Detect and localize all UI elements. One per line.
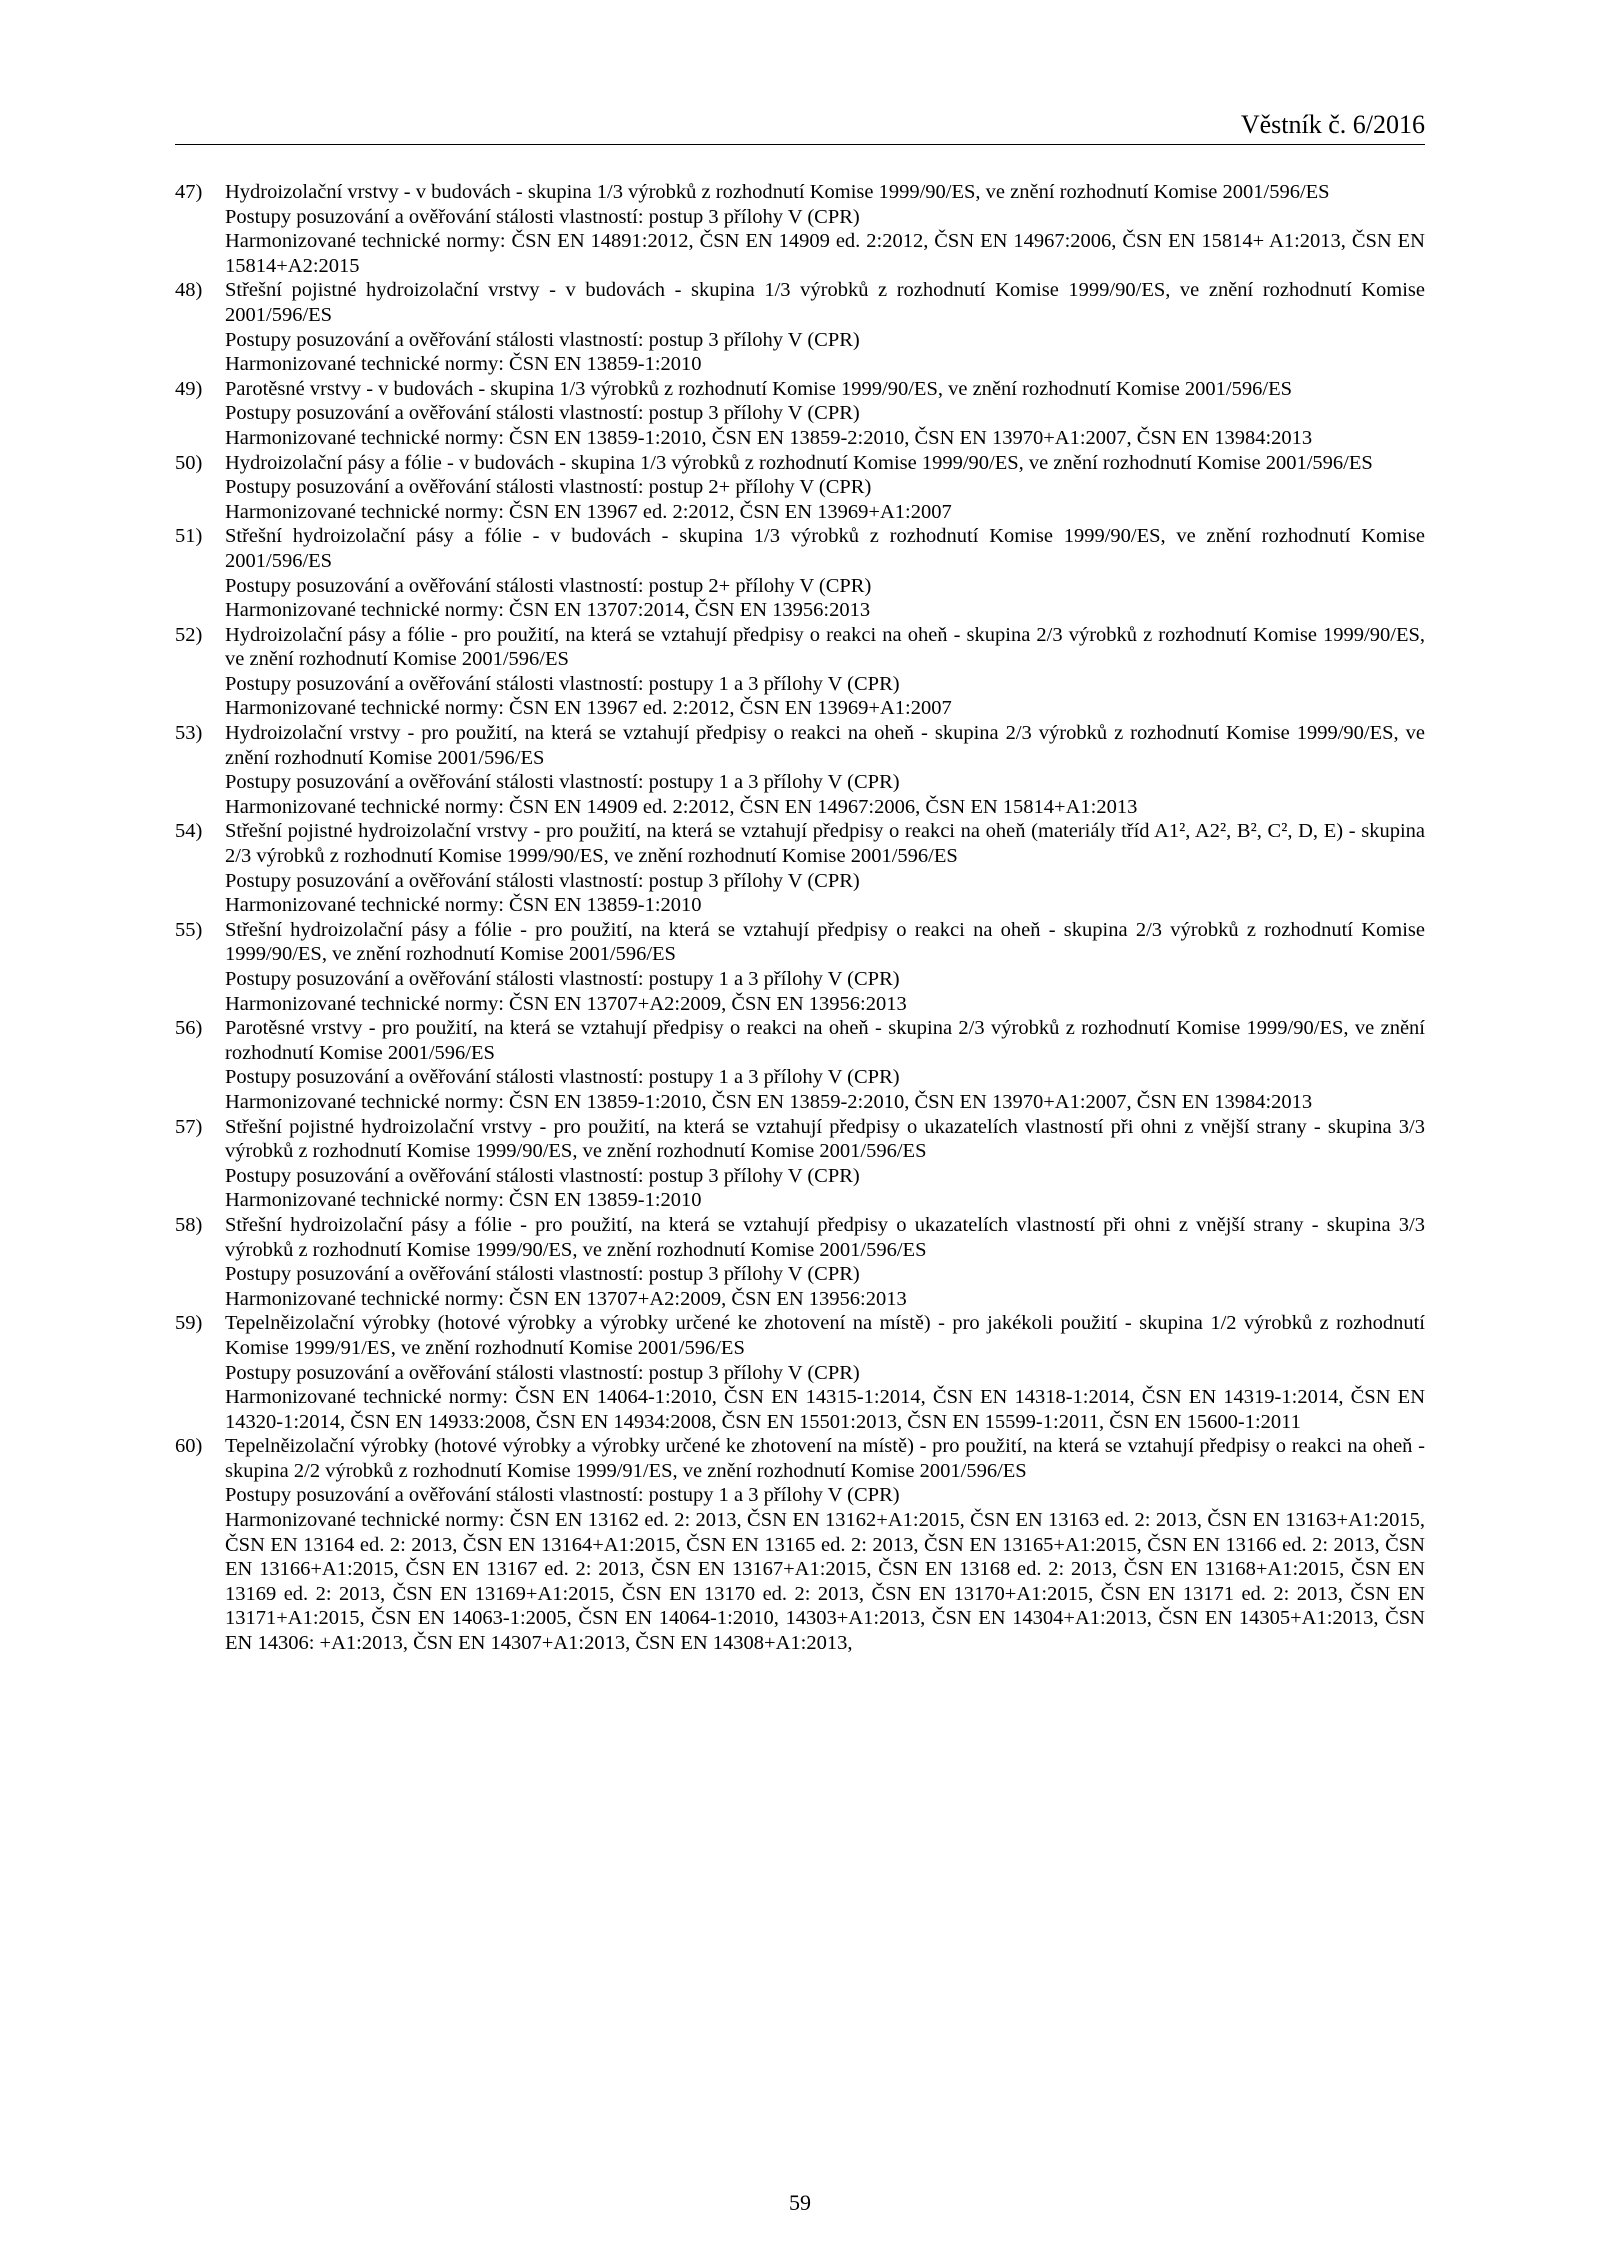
harmonized-standards: Harmonizované technické normy: ČSN EN 13859-1:2010, ČSN EN 13859-2:2010, ČSN EN 13970+A1:2007, ČSN EN 13984:2013 — [225, 426, 1313, 449]
assessment-procedure: Postupy posuzování a ověřování stálosti vlastností: postup 3 přílohy V (CPR) — [225, 1263, 860, 1286]
assessment-procedure: Postupy posuzování a ověřování stálosti vlastností: postup 3 přílohy V (CPR) — [225, 1164, 860, 1187]
list-item — [175, 451, 1425, 525]
assessment-procedure: Postupy posuzování a ověřování stálosti vlastností: postupy 1 a 3 přílohy V (CPR) — [225, 1066, 900, 1089]
item-title: Parotěsné vrstvy - pro použití, na která se vztahují předpisy o reakci na oheň - skupina 2/3 výrobků z rozhodnutí Komise 1999/90/ES, ve znění rozhodnutí Komise 2001/596/ES — [225, 1017, 1425, 1064]
list-item — [175, 1311, 1425, 1434]
assessment-procedure: Postupy posuzování a ověřování stálosti vlastností: postup 3 přílohy V (CPR) — [225, 328, 860, 351]
item-title: Hydroizolační vrstvy - v budovách - skupina 1/3 výrobků z rozhodnutí Komise 1999/90/ES, ve znění rozhodnutí Komise 2001/596/ES — [225, 181, 1330, 203]
item-title: Parotěsné vrstvy - v budovách - skupina 1/3 výrobků z rozhodnutí Komise 1999/90/ES, ve znění rozhodnutí Komise 2001/596/ES — [225, 377, 1292, 400]
assessment-procedure: Postupy posuzování a ověřování stálosti vlastností: postup 2+ přílohy V (CPR) — [225, 574, 872, 597]
item-number: 55) — [175, 918, 203, 941]
list-item — [175, 524, 1425, 622]
assessment-procedure: Postupy posuzování a ověřování stálosti vlastností: postup 2+ přílohy V (CPR) — [225, 476, 872, 499]
item-title: Hydroizolační pásy a fólie - pro použití, na která se vztahují předpisy o reakci na oheň - skupina 2/3 výrobků z rozhodnutí Komise 1999/90/ES, ve znění rozhodnutí Komise 2001/596/ES — [225, 623, 1425, 671]
harmonized-standards: Harmonizované technické normy: ČSN EN 13707+A2:2009, ČSN EN 13956:2013 — [225, 992, 907, 1015]
assessment-procedure: Postupy posuzování a ověřování stálosti vlastností: postup 3 přílohy V (CPR) — [225, 1361, 860, 1384]
harmonized-standards: Harmonizované technické normy: ČSN EN 13707+A2:2009, ČSN EN 13956:2013 — [225, 1287, 907, 1310]
assessment-procedure: Postupy posuzování a ověřování stálosti vlastností: postupy 1 a 3 přílohy V (CPR) — [225, 672, 900, 695]
item-number: 54) — [175, 820, 203, 843]
list-item — [175, 180, 1425, 278]
journal-title: Věstník č. 6/2016 — [1240, 110, 1425, 139]
list-item — [175, 1016, 1425, 1114]
list-item — [175, 1434, 1425, 1655]
item-title: Střešní hydroizolační pásy a fólie - v budovách - skupina 1/3 výrobků z rozhodnutí Komise 1999/90/ES, ve znění rozhodnutí Komise 2001/596/ES — [225, 525, 1425, 572]
page-header — [175, 108, 1425, 145]
item-title: Střešní hydroizolační pásy a fólie - pro použití, na která se vztahují předpisy o reakci na oheň - skupina 2/3 výrobků z rozhodnutí Komise 1999/90/ES, ve znění rozhodnutí Komise 2001/596/ES — [225, 918, 1425, 966]
harmonized-standards: Harmonizované technické normy: ČSN EN 13707:2014, ČSN EN 13956:2013 — [225, 599, 871, 622]
list-item — [175, 1213, 1425, 1311]
harmonized-standards: Harmonizované technické normy: ČSN EN 14891:2012, ČSN EN 14909 ed. 2:2012, ČSN EN 14967:2006, ČSN EN 15814+ A1:2013, ČSN EN 15814+A2:2015 — [225, 230, 1425, 277]
item-title: Tepelněizolační výrobky (hotové výrobky a výrobky určené ke zhotovení na místě) - pro použití, na která se vztahují předpisy o reakci na oheň - skupina 2/2 výrobků z rozhodnutí Komise 1999/91/ES, ve znění rozhodnutí Komise 2001/596/ES — [225, 1435, 1425, 1482]
item-number: 56) — [175, 1017, 203, 1040]
item-number: 60) — [175, 1435, 203, 1458]
list-item — [175, 918, 1425, 1016]
item-number: 51) — [175, 525, 203, 548]
list-item — [175, 1115, 1425, 1213]
item-number: 48) — [175, 279, 203, 302]
harmonized-standards: Harmonizované technické normy: ČSN EN 13859-1:2010, ČSN EN 13859-2:2010, ČSN EN 13970+A1:2007, ČSN EN 13984:2013 — [225, 1090, 1313, 1113]
harmonized-standards: Harmonizované technické normy: ČSN EN 14909 ed. 2:2012, ČSN EN 14967:2006, ČSN EN 15814+A1:2013 — [225, 795, 1138, 818]
harmonized-standards: Harmonizované technické normy: ČSN EN 13859-1:2010 — [225, 1189, 702, 1212]
item-number: 57) — [175, 1115, 203, 1138]
harmonized-standards: Harmonizované technické normy: ČSN EN 13967 ed. 2:2012, ČSN EN 13969+A1:2007 — [225, 500, 952, 523]
harmonized-standards: Harmonizované technické normy: ČSN EN 13162 ed. 2: 2013, ČSN EN 13162+A1:2015, ČSN EN 13163 ed. 2: 2013, ČSN EN 13163+A1:2015, ČSN EN 13164 ed. 2: 2013, ČSN EN 13164+A1:2015, ČSN EN 13165 ed. 2: 2013, ČSN EN 13165+A1:2015, ČSN EN 13166 ed. 2: 2013, ČSN EN 13166+A1:2015, ČSN EN 13167 ed. 2: 2013, ČSN EN 13167+A1:2015, ČSN EN 13168 ed. 2: 2013, ČSN EN 13168+A1:2015, ČSN EN 13169 ed. 2: 2013, ČSN EN 13169+A1:2015, ČSN EN 13170 ed. 2: 2013, ČSN EN 13170+A1:2015, ČSN EN 13171 ed. 2: 2013, ČSN EN 13171+A1:2015, ČSN EN 14063-1:2005, ČSN EN 14064-1:2010, 14303+A1:2013, ČSN EN 14304+A1:2013, ČSN EN 14305+A1:2013, ČSN EN 14306: +A1:2013, ČSN EN 14307+A1:2013, ČSN EN 14308+A1:2013, — [225, 1509, 1425, 1655]
item-number: 59) — [175, 1312, 203, 1335]
list-item — [175, 377, 1425, 451]
assessment-procedure: Postupy posuzování a ověřování stálosti vlastností: postupy 1 a 3 přílohy V (CPR) — [225, 771, 900, 794]
item-number: 58) — [175, 1213, 203, 1236]
assessment-procedure: Postupy posuzování a ověřování stálosti vlastností: postup 3 přílohy V (CPR) — [225, 205, 860, 228]
document-body — [175, 180, 1425, 1656]
item-title: Střešní pojistné hydroizolační vrstvy - pro použití, na která se vztahují předpisy o reakci na oheň (materiály tříd A1², A2², B², C², D, E) - skupina 2/3 výrobků z rozhodnutí Komise 1999/90/ES, ve znění rozhodnutí Komise 2001/596/ES — [225, 820, 1425, 868]
list-item — [175, 623, 1425, 721]
list-item — [175, 819, 1425, 917]
harmonized-standards: Harmonizované technické normy: ČSN EN 13859-1:2010 — [225, 353, 702, 376]
list-item — [175, 278, 1425, 376]
item-title: Střešní pojistné hydroizolační vrstvy - v budovách - skupina 1/3 výrobků z rozhodnutí Komise 1999/90/ES, ve znění rozhodnutí Komise 2001/596/ES — [225, 279, 1425, 326]
item-title: Hydroizolační vrstvy - pro použití, na která se vztahují předpisy o reakci na oheň - skupina 2/3 výrobků z rozhodnutí Komise 1999/90/ES, ve znění rozhodnutí Komise 2001/596/ES — [225, 722, 1425, 769]
list-item — [175, 721, 1425, 819]
harmonized-standards: Harmonizované technické normy: ČSN EN 14064-1:2010, ČSN EN 14315-1:2014, ČSN EN 14318-1:2014, ČSN EN 14319-1:2014, ČSN EN 14320-1:2014, ČSN EN 14933:2008, ČSN EN 14934:2008, ČSN EN 15501:2013, ČSN EN 15599-1:2011, ČSN EN 15600-1:2011 — [225, 1386, 1425, 1433]
item-number: 52) — [175, 623, 203, 646]
item-title: Střešní pojistné hydroizolační vrstvy - pro použití, na která se vztahují předpisy o ukazatelích vlastností při ohni z vnější strany - skupina 3/3 výrobků z rozhodnutí Komise 1999/90/ES, ve znění rozhodnutí Komise 2001/596/ES — [225, 1115, 1425, 1163]
item-title: Hydroizolační pásy a fólie - v budovách - skupina 1/3 výrobků z rozhodnutí Komise 1999/90/ES, ve znění rozhodnutí Komise 2001/596/ES — [225, 451, 1373, 474]
item-title: Střešní hydroizolační pásy a fólie - pro použití, na která se vztahují předpisy o ukazatelích vlastností při ohni z vnější strany - skupina 3/3 výrobků z rozhodnutí Komise 1999/90/ES, ve znění rozhodnutí Komise 2001/596/ES — [225, 1213, 1425, 1261]
item-number: 49) — [175, 377, 203, 400]
item-number: 50) — [175, 451, 203, 474]
item-title: Tepelněizolační výrobky (hotové výrobky a výrobky určené ke zhotovení na místě) - pro jakékoli použití - skupina 1/2 výrobků z rozhodnutí Komise 1999/91/ES, ve znění rozhodnutí Komise 2001/596/ES — [225, 1312, 1425, 1359]
page-number: 59 — [789, 2190, 811, 2215]
assessment-procedure: Postupy posuzování a ověřování stálosti vlastností: postupy 1 a 3 přílohy V (CPR) — [225, 1484, 900, 1507]
harmonized-standards: Harmonizované technické normy: ČSN EN 13859-1:2010 — [225, 894, 702, 917]
assessment-procedure: Postupy posuzování a ověřování stálosti vlastností: postup 3 přílohy V (CPR) — [225, 402, 860, 425]
item-number: 47) — [175, 181, 203, 203]
assessment-procedure: Postupy posuzování a ověřování stálosti vlastností: postupy 1 a 3 přílohy V (CPR) — [225, 968, 900, 990]
harmonized-standards: Harmonizované technické normy: ČSN EN 13967 ed. 2:2012, ČSN EN 13969+A1:2007 — [225, 697, 952, 720]
item-number: 53) — [175, 722, 203, 745]
assessment-procedure: Postupy posuzování a ověřování stálosti vlastností: postup 3 přílohy V (CPR) — [225, 869, 860, 892]
